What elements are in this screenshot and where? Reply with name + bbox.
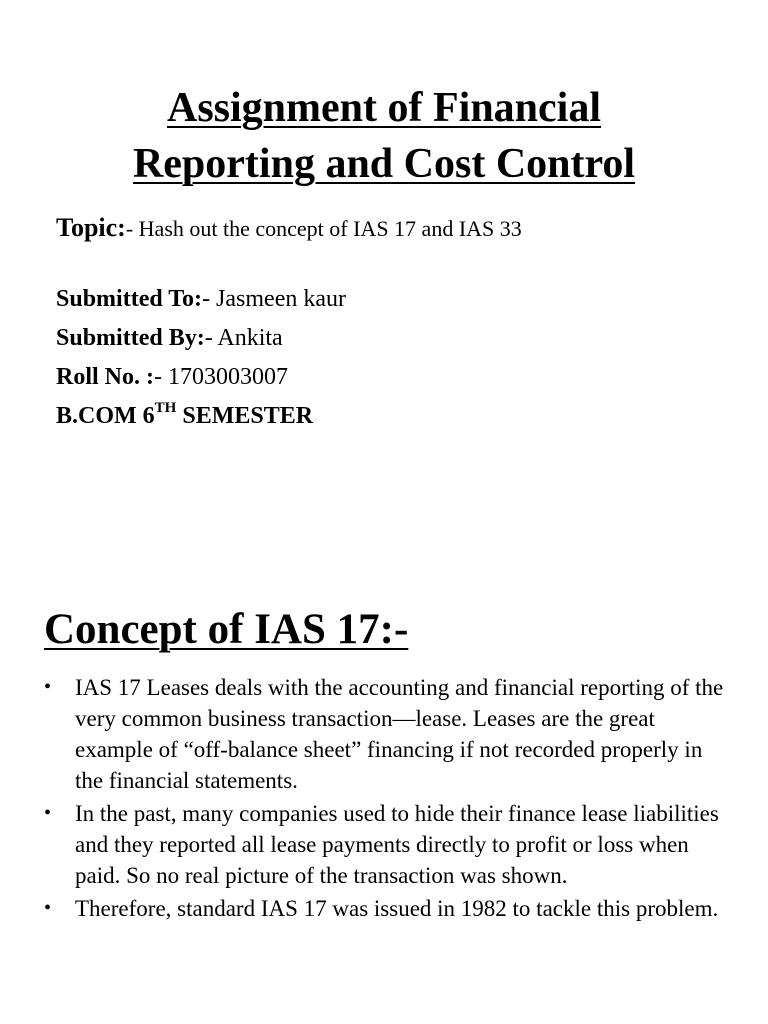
section-heading: Concept of IAS 17:- bbox=[44, 606, 409, 653]
roll-number-label: Roll No. : bbox=[56, 364, 154, 390]
roll-number-value: - 1703003007 bbox=[154, 364, 288, 390]
bullet-icon: • bbox=[44, 897, 52, 919]
submitted-by-row bbox=[56, 319, 346, 358]
list-item bbox=[44, 798, 724, 891]
submitted-to-label: Submitted To: bbox=[56, 286, 203, 312]
submitted-to-value: - Jasmeen kaur bbox=[202, 286, 347, 312]
document-title bbox=[0, 80, 768, 192]
topic-label: Topic: bbox=[56, 213, 126, 242]
submitted-by-value: - Ankita bbox=[204, 325, 283, 351]
submitted-to-row bbox=[56, 280, 346, 319]
bullet-list bbox=[44, 672, 724, 926]
semester-superscript: TH bbox=[154, 400, 177, 416]
title-line-1: Assignment of Financial bbox=[166, 85, 602, 131]
title-line-2: Reporting and Cost Control bbox=[132, 141, 636, 187]
semester-row bbox=[56, 397, 346, 436]
bullet-text: In the past, many companies used to hide their finance lease liabilities and they reported all lease payments directly to profit or loss when paid. So no real picture of the transaction was shown. bbox=[75, 801, 719, 888]
bullet-icon: • bbox=[44, 802, 52, 824]
roll-number-row bbox=[56, 358, 346, 397]
submission-details bbox=[56, 280, 346, 436]
bullet-icon: • bbox=[44, 676, 52, 698]
concept-slide bbox=[0, 594, 768, 1024]
submitted-by-label: Submitted By: bbox=[56, 325, 205, 351]
bullet-text: Therefore, standard IAS 17 was issued in 1982 to tackle this problem. bbox=[75, 896, 719, 921]
list-item bbox=[44, 893, 724, 924]
list-item bbox=[44, 672, 724, 796]
bullet-text: IAS 17 Leases deals with the accounting and financial reporting of the very common business transaction—lease. Leases are the great example of “off-balance sheet” financing if not recorded properly in the financial statements. bbox=[75, 675, 724, 793]
semester-prefix: B.COM 6 bbox=[56, 403, 155, 429]
topic-line bbox=[56, 212, 522, 245]
topic-value: - Hash out the concept of IAS 17 and IAS 33 bbox=[125, 216, 522, 241]
semester-suffix: SEMESTER bbox=[176, 403, 314, 429]
